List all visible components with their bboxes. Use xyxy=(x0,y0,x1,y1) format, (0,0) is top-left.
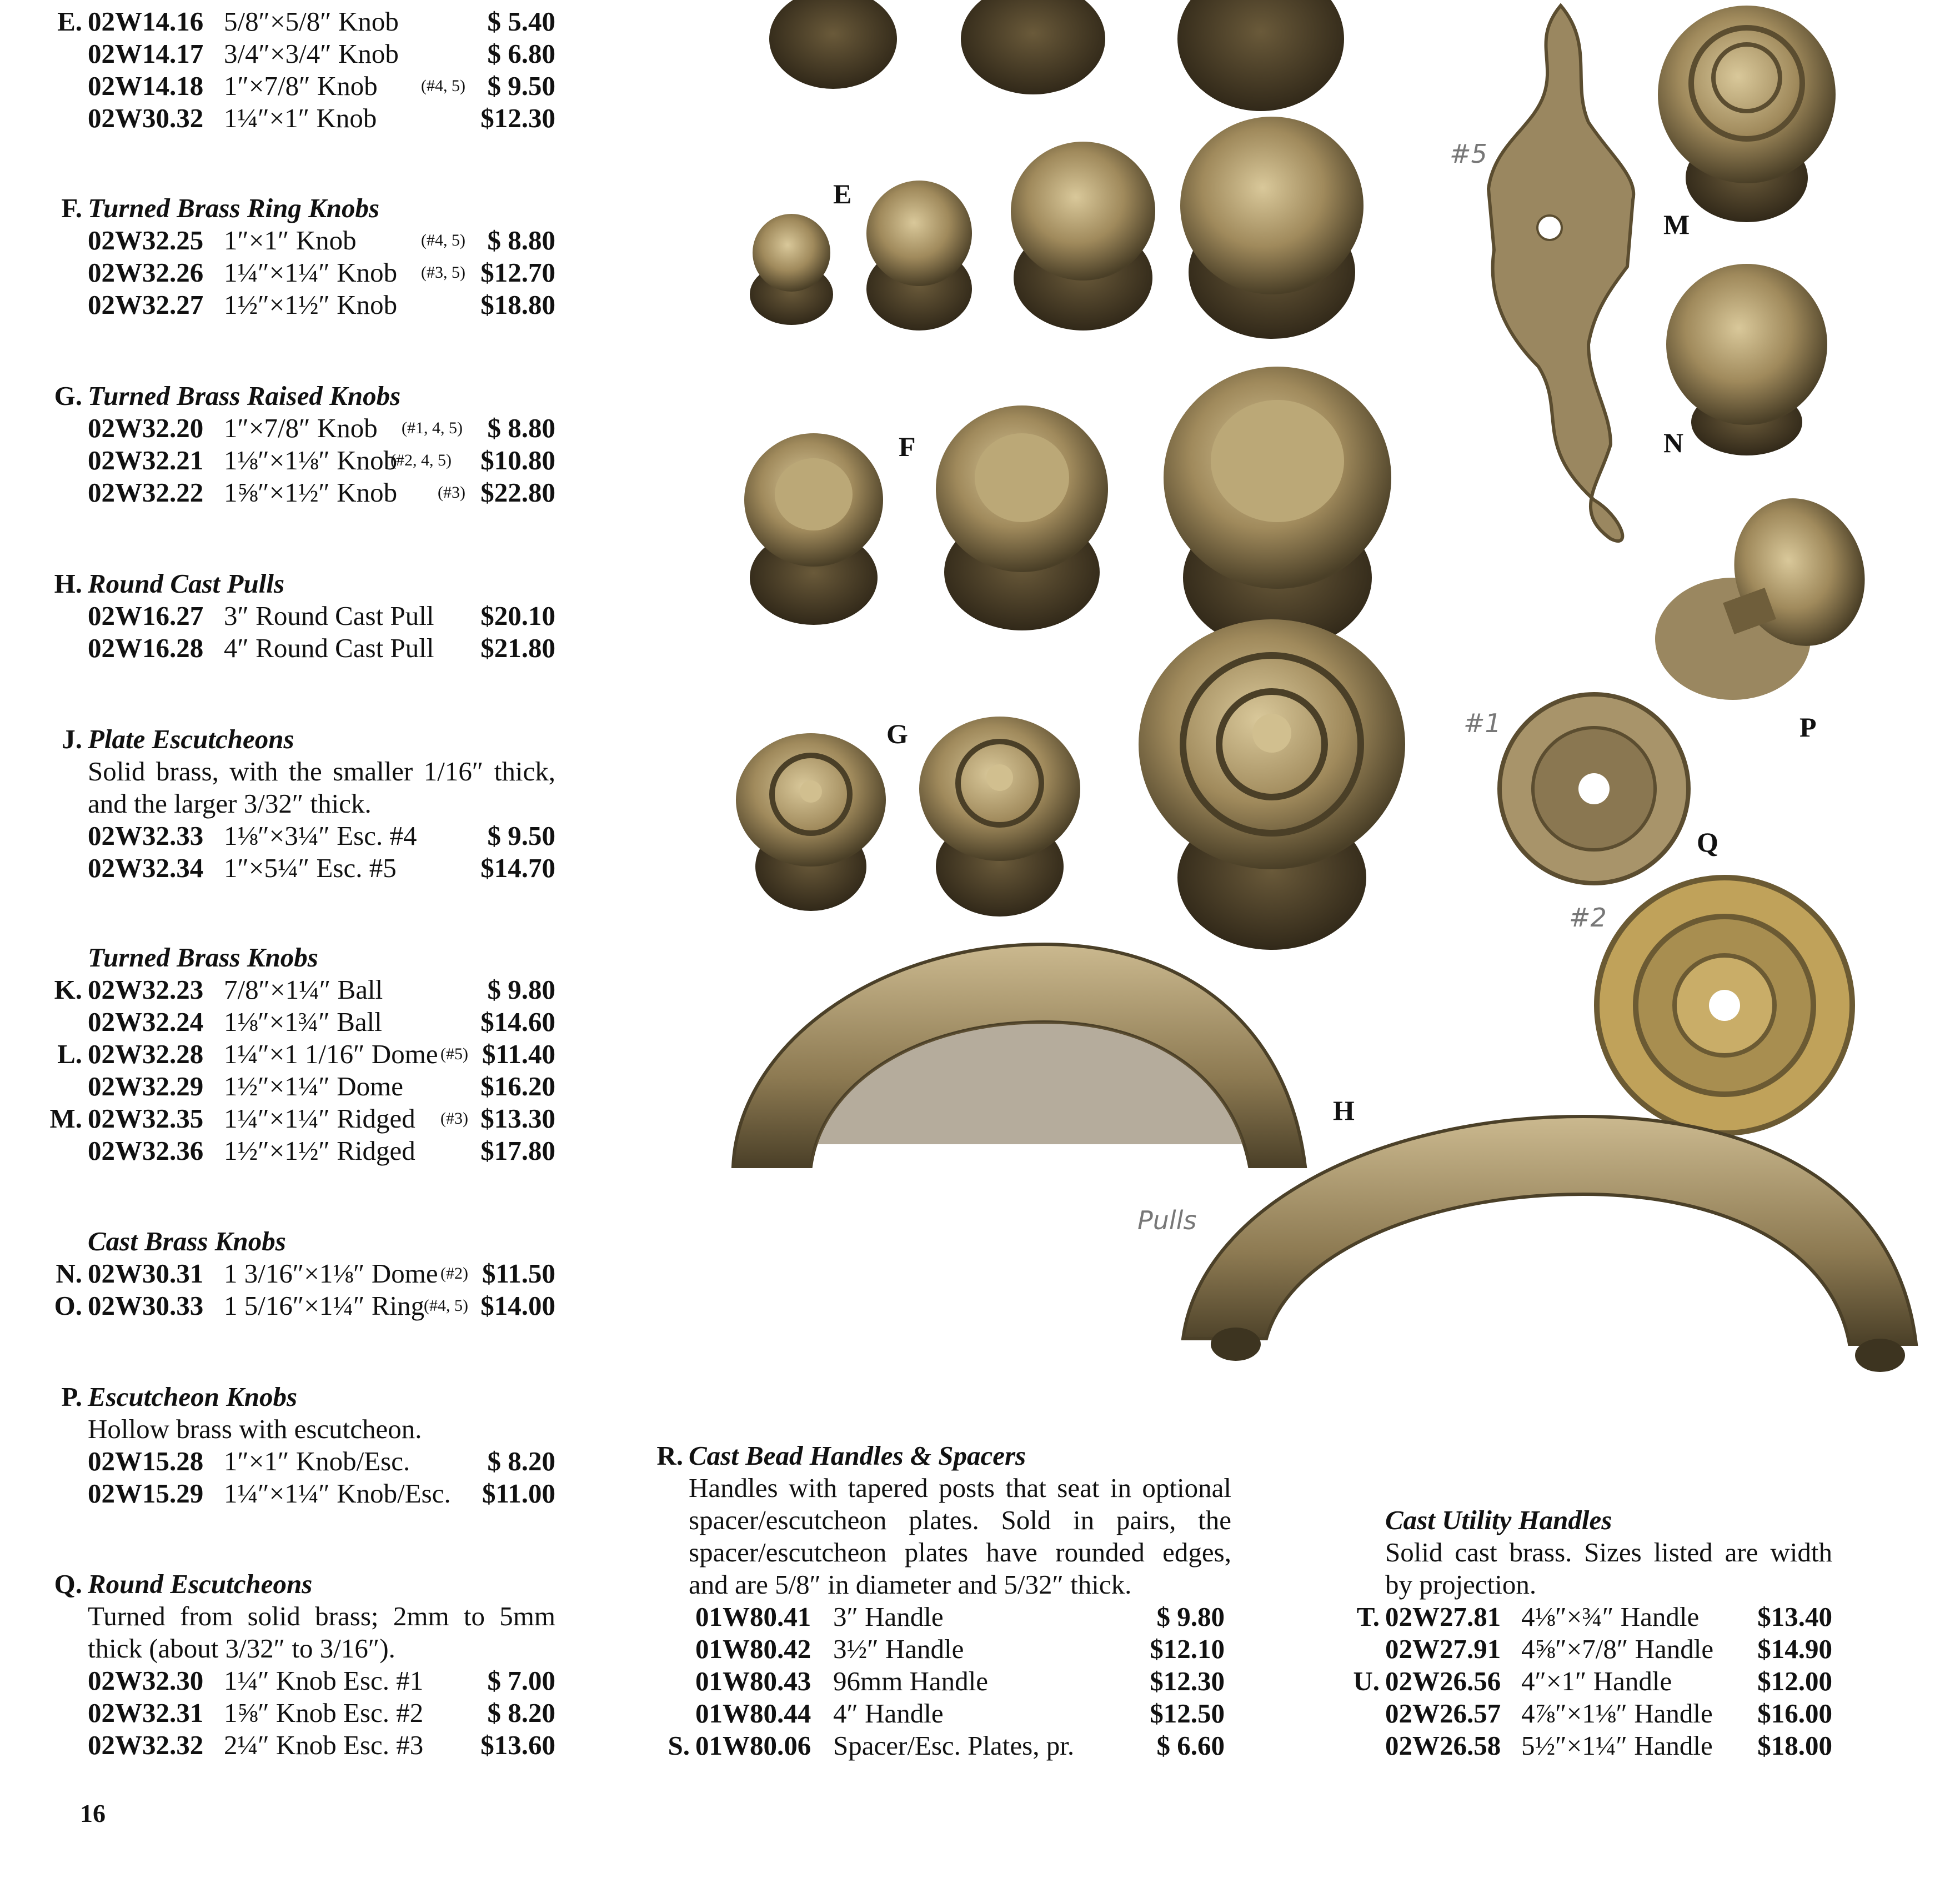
item-desc: 3″ Handle xyxy=(833,1601,944,1632)
photo-label-q: Q xyxy=(1697,827,1718,858)
plate-escutcheon-5 xyxy=(1488,6,1633,541)
section-title: Turned Brass Ring Knobs xyxy=(88,193,380,223)
item-code: 02W27.81 xyxy=(1385,1601,1501,1632)
item-code: 02W32.31 xyxy=(88,1697,204,1728)
item-code: 02W32.34 xyxy=(88,853,204,883)
page-number: 16 xyxy=(80,1799,106,1827)
item-price: $10.80 xyxy=(480,445,555,475)
escutcheon-knob-p xyxy=(1655,480,1885,700)
item-row xyxy=(695,1697,1231,1730)
section-no xyxy=(54,1225,555,1322)
item-row xyxy=(88,1135,555,1167)
section-title: Turned Brass Raised Knobs xyxy=(88,380,401,411)
section-klm xyxy=(49,942,555,1167)
item-note: (#2) xyxy=(440,1264,468,1283)
item-code: 01W80.06 xyxy=(695,1730,811,1761)
item-row xyxy=(88,1729,555,1761)
item-code: 02W14.17 xyxy=(88,38,204,69)
item-desc: 1½″×1½″ Ridged xyxy=(224,1135,415,1166)
item-code: 02W32.25 xyxy=(88,225,204,256)
item-code: 02W15.28 xyxy=(88,1446,204,1476)
item-price: $16.00 xyxy=(1757,1698,1832,1729)
section-j xyxy=(62,723,555,884)
item-code: 02W32.30 xyxy=(88,1665,204,1696)
section-letter: H. xyxy=(54,568,82,599)
item-row xyxy=(1353,1665,1832,1697)
item-price: $ 8.80 xyxy=(487,413,555,443)
item-note: (#3) xyxy=(440,1109,468,1128)
item-desc: 3/4″×3/4″ Knob xyxy=(224,38,399,69)
item-desc: 5½″×1¼″ Handle xyxy=(1521,1730,1713,1761)
section-description: Solid brass, with the smaller 1/16″ thick, and the larger 3/32″ thick. xyxy=(88,756,555,819)
item-desc: 1⅛″×1⅛″ Knob xyxy=(224,445,398,475)
section-heading xyxy=(54,568,555,600)
item-desc: 7/8″×1¼″ Ball xyxy=(224,974,383,1005)
item-note: (#4, 5) xyxy=(421,77,465,95)
item-note: (#3, 5) xyxy=(421,263,465,282)
item-price: $18.00 xyxy=(1757,1730,1832,1761)
item-letter: O. xyxy=(54,1290,82,1321)
item-row xyxy=(54,974,555,1006)
item-letter: K. xyxy=(54,974,82,1005)
section-tu xyxy=(1353,1504,1832,1762)
item-price: $11.00 xyxy=(482,1478,555,1509)
item-row xyxy=(88,70,555,102)
item-row xyxy=(88,444,555,477)
section-heading xyxy=(656,1440,1231,1472)
item-code: 02W32.36 xyxy=(88,1135,204,1166)
item-desc: 1″×7/8″ Knob xyxy=(224,413,378,443)
item-code: 02W15.29 xyxy=(88,1478,204,1509)
photo-label-p: P xyxy=(1799,712,1817,743)
item-row xyxy=(88,289,555,321)
item-row xyxy=(88,1478,555,1510)
section-letter: J. xyxy=(62,724,82,754)
item-row xyxy=(695,1665,1231,1697)
item-note: (#2, 4, 5) xyxy=(390,451,452,469)
item-code: 02W16.27 xyxy=(88,600,204,631)
photo-label-e: E xyxy=(833,178,852,209)
item-code: 02W32.32 xyxy=(88,1730,204,1760)
section-title: Round Cast Pulls xyxy=(88,568,285,599)
item-code: 01W80.44 xyxy=(695,1698,811,1729)
section-title: Plate Escutcheons xyxy=(88,724,294,754)
item-desc: 2¼″ Knob Esc. #3 xyxy=(224,1730,424,1760)
item-note: (#5) xyxy=(440,1045,468,1063)
section-h xyxy=(54,568,555,664)
round-escutcheon-2 xyxy=(1597,878,1852,1133)
knob-n xyxy=(1666,264,1827,455)
section-heading xyxy=(61,192,555,224)
knob-e-row xyxy=(750,117,1364,339)
item-row xyxy=(88,1006,555,1038)
item-code: 01W80.41 xyxy=(695,1601,811,1632)
section-title: Round Escutcheons xyxy=(88,1569,313,1599)
item-code: 02W16.28 xyxy=(88,633,204,663)
section-heading xyxy=(62,723,555,755)
item-desc: 1¼″×1¼″ Ridged xyxy=(224,1103,415,1134)
item-letter: M. xyxy=(49,1103,82,1134)
item-row xyxy=(695,1601,1231,1633)
item-desc: 1½″×1¼″ Dome xyxy=(224,1071,403,1101)
item-price: $14.70 xyxy=(480,853,555,883)
item-price: $12.10 xyxy=(1150,1634,1225,1664)
item-price: $20.10 xyxy=(480,600,555,631)
item-row xyxy=(88,632,555,664)
section-title: Cast Bead Handles & Spacers xyxy=(689,1440,1026,1471)
item-desc: 4″ Handle xyxy=(833,1698,944,1729)
section-q xyxy=(54,1568,555,1761)
item-code: 01W80.43 xyxy=(695,1666,811,1696)
item-price: $16.20 xyxy=(480,1071,555,1101)
item-code: 02W32.35 xyxy=(88,1103,204,1134)
item-row xyxy=(88,38,555,70)
item-price: $ 8.20 xyxy=(487,1446,555,1476)
item-row xyxy=(49,1103,555,1135)
item-price: $22.80 xyxy=(480,477,555,508)
item-note: (#4, 5) xyxy=(421,231,465,249)
round-cast-pull-small xyxy=(733,944,1305,1166)
item-row xyxy=(1385,1697,1832,1730)
item-price: $21.80 xyxy=(480,633,555,663)
item-desc: 1 5/16″×1¼″ Ring xyxy=(224,1290,425,1321)
section-title: Cast Brass Knobs xyxy=(88,1226,286,1256)
item-letter: T. xyxy=(1356,1601,1380,1632)
section-title: Escutcheon Knobs xyxy=(88,1381,298,1412)
knob-m xyxy=(1658,6,1836,222)
item-price: $14.90 xyxy=(1757,1634,1832,1664)
photo-note-esc2: #2 xyxy=(1569,903,1607,933)
item-note: (#4, 5) xyxy=(424,1296,468,1315)
item-desc: 1⅝″×1½″ Knob xyxy=(224,477,398,508)
section-letter: Q. xyxy=(54,1569,82,1599)
item-letter: U. xyxy=(1353,1666,1380,1696)
item-row xyxy=(668,1730,1231,1762)
item-desc: 3″ Round Cast Pull xyxy=(224,600,434,631)
section-letter: P. xyxy=(61,1381,82,1412)
item-row xyxy=(1385,1633,1832,1665)
item-row xyxy=(88,1665,555,1697)
item-code: 02W27.91 xyxy=(1385,1634,1501,1664)
item-code: 02W30.31 xyxy=(88,1258,204,1289)
item-row xyxy=(1385,1730,1832,1762)
item-row xyxy=(695,1633,1231,1665)
section-description: Solid cast brass. Sizes listed are width by projection. xyxy=(1385,1537,1832,1600)
photo-label-g: G xyxy=(886,718,908,749)
section-r xyxy=(656,1440,1231,1762)
item-desc: 1¼″ Knob Esc. #1 xyxy=(224,1665,424,1696)
item-code: 02W32.26 xyxy=(88,257,204,288)
item-price: $11.40 xyxy=(482,1039,555,1069)
photo-label-n: N xyxy=(1663,427,1684,458)
item-price: $12.30 xyxy=(1150,1666,1225,1696)
item-row xyxy=(88,412,555,444)
section-heading xyxy=(1385,1504,1832,1536)
item-price: $ 9.50 xyxy=(487,71,555,101)
item-row xyxy=(88,820,555,852)
item-row xyxy=(88,477,555,509)
section-description: Turned from solid brass; 2mm to 5mm thick (about 3/32″ to 3/16″). xyxy=(88,1601,555,1664)
item-code: 02W32.27 xyxy=(88,289,204,320)
item-price: $ 9.80 xyxy=(1156,1601,1225,1632)
item-price: $14.00 xyxy=(480,1290,555,1321)
item-row xyxy=(57,1038,555,1070)
item-desc: 4⅞″×1⅛″ Handle xyxy=(1521,1698,1713,1729)
item-desc: 1″×5¼″ Esc. #5 xyxy=(224,853,397,883)
section-heading xyxy=(88,1225,555,1258)
item-price: $ 9.50 xyxy=(487,820,555,851)
item-price: $12.50 xyxy=(1150,1698,1225,1729)
item-desc: 4⅛″×¾″ Handle xyxy=(1521,1601,1700,1632)
item-row xyxy=(88,600,555,632)
item-desc: 1¼″×1¼″ Knob xyxy=(224,257,398,288)
item-code: 02W32.28 xyxy=(88,1039,204,1069)
item-price: $ 8.80 xyxy=(487,225,555,256)
item-desc: 4″ Round Cast Pull xyxy=(224,633,434,663)
section-description: Hollow brass with escutcheon. xyxy=(88,1414,422,1444)
item-price: $ 9.80 xyxy=(487,974,555,1005)
photo-note-pulls: Pulls xyxy=(1137,1205,1197,1235)
item-row xyxy=(54,1290,555,1322)
item-desc: Spacer/Esc. Plates, pr. xyxy=(833,1730,1075,1761)
item-note: (#3) xyxy=(438,483,465,502)
item-price: $12.70 xyxy=(480,257,555,288)
item-code: 02W14.18 xyxy=(88,71,204,101)
item-code: 02W32.29 xyxy=(88,1071,204,1101)
item-row xyxy=(57,6,555,38)
item-row xyxy=(88,224,555,257)
section-p xyxy=(61,1381,555,1510)
item-price: $ 8.20 xyxy=(487,1697,555,1728)
item-letter: E. xyxy=(57,6,82,37)
section-g xyxy=(54,380,555,509)
section-letter: G. xyxy=(54,380,82,411)
knob-e-top-row xyxy=(769,0,1344,111)
item-desc: 1 3/16″×1⅛″ Dome xyxy=(224,1258,438,1289)
item-desc: 1⅛″×1¾″ Ball xyxy=(224,1006,382,1037)
item-price: $13.40 xyxy=(1757,1601,1832,1632)
item-code: 02W26.57 xyxy=(1385,1698,1501,1729)
item-price: $ 6.80 xyxy=(487,38,555,69)
photo-note-esc5: #5 xyxy=(1450,139,1487,169)
section-f xyxy=(61,192,555,321)
item-code: 02W32.20 xyxy=(88,413,204,443)
photo-label-h: H xyxy=(1333,1095,1355,1126)
item-desc: 1¼″×1 1/16″ Dome xyxy=(224,1039,438,1069)
item-desc: 1⅛″×3¼″ Esc. #4 xyxy=(224,820,417,851)
item-price: $12.00 xyxy=(1757,1666,1832,1696)
item-code: 02W14.16 xyxy=(88,6,204,37)
item-desc: 96mm Handle xyxy=(833,1666,988,1696)
section-heading xyxy=(54,380,555,412)
item-price: $11.50 xyxy=(482,1258,555,1289)
item-row xyxy=(88,257,555,289)
item-row xyxy=(88,852,555,884)
item-desc: 1⅝″ Knob Esc. #2 xyxy=(224,1697,424,1728)
item-code: 02W32.23 xyxy=(88,974,204,1005)
item-letter: L. xyxy=(57,1039,82,1069)
section-description: Handles with tapered posts that seat in optional spacer/escutcheon plates. Sold in pairs, the spacer/escutcheon plates have rounded edges, and are 5/8″ in diameter and 5/32″ thick. xyxy=(689,1473,1231,1600)
knob-f-row xyxy=(744,367,1391,650)
item-note: (#1, 4, 5) xyxy=(402,419,463,437)
item-code: 02W30.32 xyxy=(88,103,204,133)
item-desc: 1¼″×1¼″ Knob/Esc. xyxy=(224,1478,451,1509)
section-heading xyxy=(54,1568,555,1600)
knob-g-row xyxy=(736,619,1405,950)
section-title: Turned Brass Knobs xyxy=(88,942,318,973)
item-code: 02W26.56 xyxy=(1385,1666,1501,1696)
photo-label-f: F xyxy=(899,431,916,462)
item-price: $12.30 xyxy=(480,103,555,133)
item-code: 02W32.33 xyxy=(88,820,204,851)
item-desc: 5/8″×5/8″ Knob xyxy=(224,6,399,37)
item-price: $14.60 xyxy=(480,1006,555,1037)
section-letter: R. xyxy=(656,1440,683,1471)
item-price: $18.80 xyxy=(480,289,555,320)
item-price: $17.80 xyxy=(480,1135,555,1166)
item-price: $ 5.40 xyxy=(487,6,555,37)
item-row xyxy=(88,1445,555,1478)
item-code: 01W80.42 xyxy=(695,1634,811,1664)
item-row xyxy=(56,1258,555,1290)
item-price: $13.60 xyxy=(480,1730,555,1760)
item-row xyxy=(88,102,555,134)
item-code: 02W30.33 xyxy=(88,1290,204,1321)
item-letter: S. xyxy=(668,1730,690,1761)
item-desc: 1″×7/8″ Knob xyxy=(224,71,378,101)
section-heading xyxy=(61,1381,555,1413)
item-code: 02W32.24 xyxy=(88,1006,204,1037)
round-escutcheon-1 xyxy=(1500,694,1688,883)
section-title: Cast Utility Handles xyxy=(1385,1505,1612,1535)
item-desc: 4″×1″ Handle xyxy=(1521,1666,1672,1696)
item-desc: 3½″ Handle xyxy=(833,1634,964,1664)
item-row xyxy=(88,1697,555,1729)
item-code: 02W32.22 xyxy=(88,477,204,508)
item-price: $ 7.00 xyxy=(487,1665,555,1696)
item-desc: 1¼″×1″ Knob xyxy=(224,103,377,133)
item-price: $ 6.60 xyxy=(1156,1730,1225,1761)
item-letter: N. xyxy=(56,1258,82,1289)
section-heading xyxy=(88,942,555,974)
item-desc: 1½″×1½″ Knob xyxy=(224,289,398,320)
item-code: 02W26.58 xyxy=(1385,1730,1501,1761)
photo-label-m: M xyxy=(1663,209,1690,240)
item-desc: 1″×1″ Knob xyxy=(224,225,357,256)
section-e xyxy=(57,6,555,134)
item-code: 02W32.21 xyxy=(88,445,204,475)
item-desc: 4⅝″×7/8″ Handle xyxy=(1521,1634,1714,1664)
photo-note-esc1: #1 xyxy=(1463,708,1501,738)
item-row xyxy=(88,1070,555,1103)
item-desc: 1″×1″ Knob/Esc. xyxy=(224,1446,410,1476)
section-letter: F. xyxy=(61,193,82,223)
item-price: $13.30 xyxy=(480,1103,555,1134)
item-row xyxy=(1356,1601,1832,1633)
